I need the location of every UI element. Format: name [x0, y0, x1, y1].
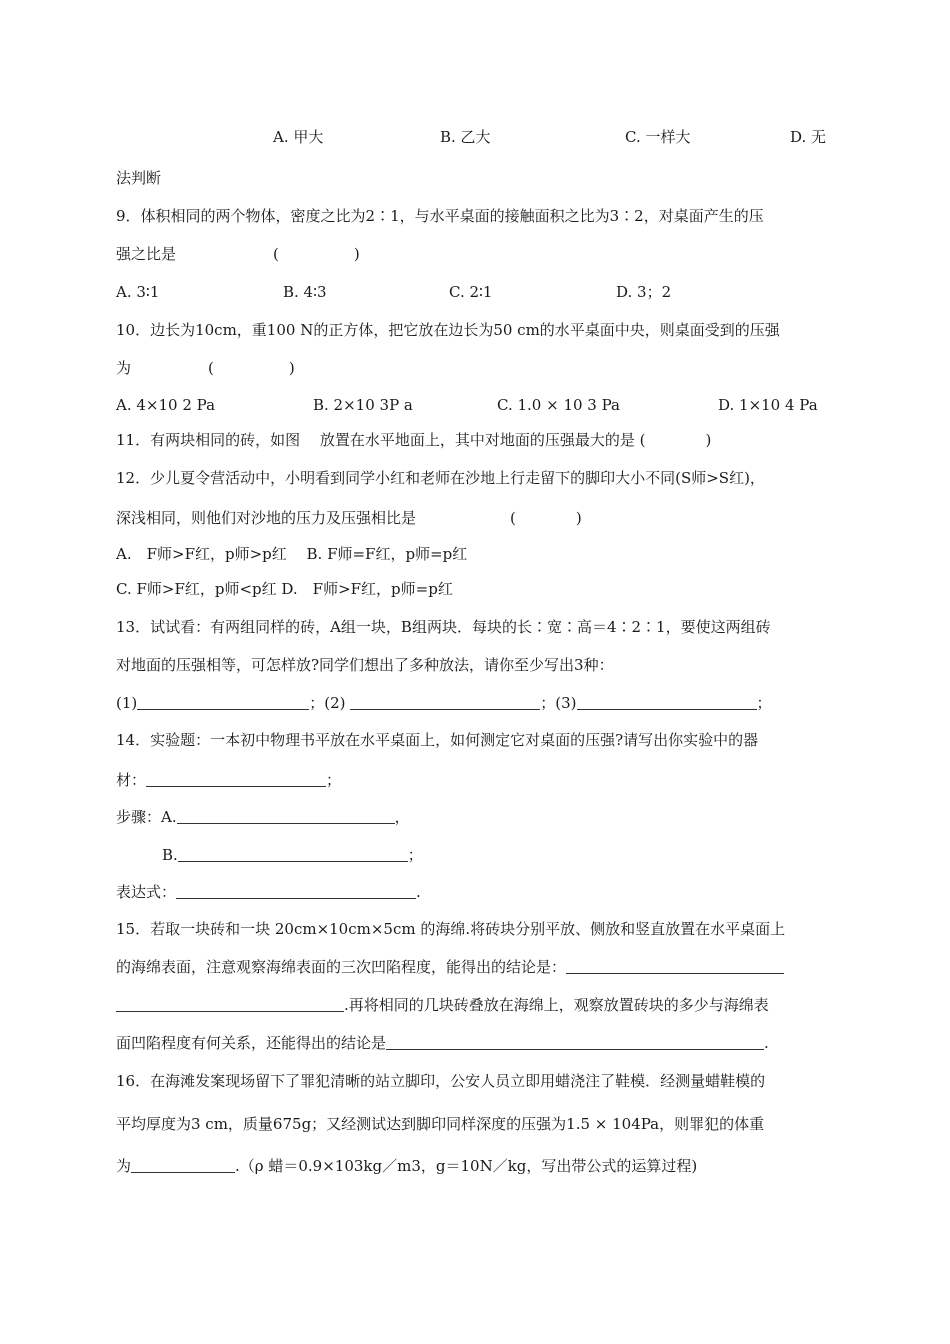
q13-answer-line [116, 693, 772, 713]
q15-stem-line1: 15．若取一块砖和一块 20cm×10cm×5cm 的海绵.将砖块分别平放、侧放和竖直放置在水平桌面上 [116, 920, 786, 938]
q10-stem-text: 为 [116, 359, 132, 377]
q15-line3-text: .再将相同的几块砖叠放在海绵上，观察放置砖块的多少与海绵表 [344, 996, 769, 1014]
q8-option-d: D. 无 [790, 128, 827, 146]
q16-line3-label: 为 [116, 1157, 132, 1175]
q14-expr-blank[interactable] [176, 883, 416, 899]
q10-option-c: C. 1.0 × 10 3 Pa [497, 396, 620, 414]
q14-step-b [162, 845, 423, 865]
q13-label-2: ；(2) [309, 694, 346, 712]
q15-line2-text: 的海绵表面，注意观察海绵表面的三次凹陷程度，能得出的结论是： [116, 958, 567, 976]
q8-option-a: A. 甲大 [273, 128, 324, 146]
q12-stem-text: 深浅相同，则他们对沙地的压力及压强相比是 [116, 509, 417, 527]
q13-blank-1[interactable] [137, 694, 309, 710]
q10-stem-line1: 10．边长为10cm，重100 N的正方体，把它放在边长为50 cm的水平桌面中央，则桌面受到的压强 [116, 321, 780, 339]
q13-end: ； [756, 694, 772, 712]
q14-materials [116, 770, 341, 790]
q14-expr-label: 表达式： [116, 883, 177, 901]
q14-step-a-end: ， [394, 808, 410, 826]
q13-blank-2[interactable] [350, 694, 540, 710]
q15-blank-1b[interactable] [116, 996, 344, 1012]
q12-options-ab: A. F师>F红，p师>p红 B. F师=F红，p师=p红 [116, 545, 468, 563]
q16-stem-line1: 16．在海滩发案现场留下了罪犯清晰的站立脚印，公安人员立即用蜡浇注了鞋模．经测量蜡鞋模的 [116, 1072, 766, 1090]
q14-expr-end: . [416, 883, 421, 901]
q10-stem-line2 [116, 358, 295, 378]
q15-line4-text: 面凹陷程度有何关系，还能得出的结论是 [116, 1034, 387, 1052]
q16-stem-line3 [116, 1156, 697, 1176]
q16-stem-line2: 平均厚度为3 cm，质量675g；又经测试达到脚印同样深度的压强为1.5 × 104Pa，则罪犯的体重 [116, 1115, 765, 1133]
q9-option-c: C. 2∶1 [449, 283, 493, 301]
q16-blank[interactable] [131, 1157, 235, 1173]
q13-stem-line2: 对地面的压强相等，可怎样放?同学们想出了多种放法，请你至少写出3种： [116, 656, 614, 674]
q13-stem-line1: 13．试试看：有两组同样的砖，A组一块，B组两块．每块的长∶宽∶高＝4∶2∶1，要使这两组砖 [116, 618, 771, 636]
q8-option-b: B. 乙大 [440, 128, 491, 146]
q14-step-b-blank[interactable] [178, 846, 408, 862]
q9-stem-line2 [116, 244, 360, 264]
q12-options-cd: C. F师>F红，p师<p红 D. F师>F红，p师=p红 [116, 580, 453, 598]
q8-option-d-cont: 法判断 [116, 169, 162, 187]
q15-stem-line3 [116, 995, 769, 1015]
q8-option-c: C. 一样大 [625, 128, 691, 146]
q11-stem: 11．有两块相同的砖，如图 放置在水平地面上，其中对地面的压强最大的是 ( ) [116, 431, 712, 449]
q9-option-b: B. 4∶3 [283, 283, 327, 301]
q14-materials-label: 材： [116, 771, 147, 789]
q9-option-d: D. 3；2 [616, 283, 672, 301]
q15-stem-line2 [116, 957, 784, 977]
q13-blank-3[interactable] [577, 694, 757, 710]
q12-answer-paren: ( ) [510, 509, 582, 527]
q15-blank-1a[interactable] [566, 958, 784, 974]
q10-option-a: A. 4×10 2 Pa [116, 396, 216, 414]
q12-stem-line2 [116, 508, 582, 528]
q14-step-b-end: ； [407, 846, 423, 864]
q14-steps-label: 步骤：A. [116, 808, 177, 826]
q13-label-1: (1) [116, 694, 138, 712]
q10-answer-paren: ( ) [208, 359, 295, 377]
q14-materials-end: ； [326, 771, 342, 789]
q16-line3-text: .（ρ 蜡＝0.9×103kg／m3，g＝10N／kg，写出带公式的运算过程) [235, 1157, 698, 1175]
q14-step-a [116, 807, 410, 827]
q14-materials-blank[interactable] [146, 771, 326, 787]
q14-step-b-label: B. [162, 846, 178, 864]
q9-answer-paren: ( ) [273, 245, 360, 263]
q9-stem-text: 强之比是 [116, 245, 177, 263]
q15-blank-2[interactable] [386, 1034, 764, 1050]
q14-stem-line1: 14．实验题：一本初中物理书平放在水平桌面上，如何测定它对桌面的压强?请写出你实验中的器 [116, 731, 759, 749]
q10-option-d: D. 1×10 4 Pa [718, 396, 818, 414]
q14-expression [116, 882, 421, 902]
q9-stem-line1: 9．体积相同的两个物体，密度之比为2∶1，与水平桌面的接触面积之比为3∶2，对桌面产生的压 [116, 207, 764, 225]
q12-stem-line1: 12．少儿夏令营活动中，小明看到同学小红和老师在沙地上行走留下的脚印大小不同(S师>S红)， [116, 469, 765, 487]
q10-option-b: B. 2×10 3P a [313, 396, 413, 414]
q15-stem-line4 [116, 1033, 769, 1053]
q14-step-a-blank[interactable] [177, 808, 395, 824]
q15-line4-end: . [764, 1034, 769, 1052]
q9-option-a: A. 3∶1 [116, 283, 160, 301]
q13-label-3: ；(3) [540, 694, 577, 712]
